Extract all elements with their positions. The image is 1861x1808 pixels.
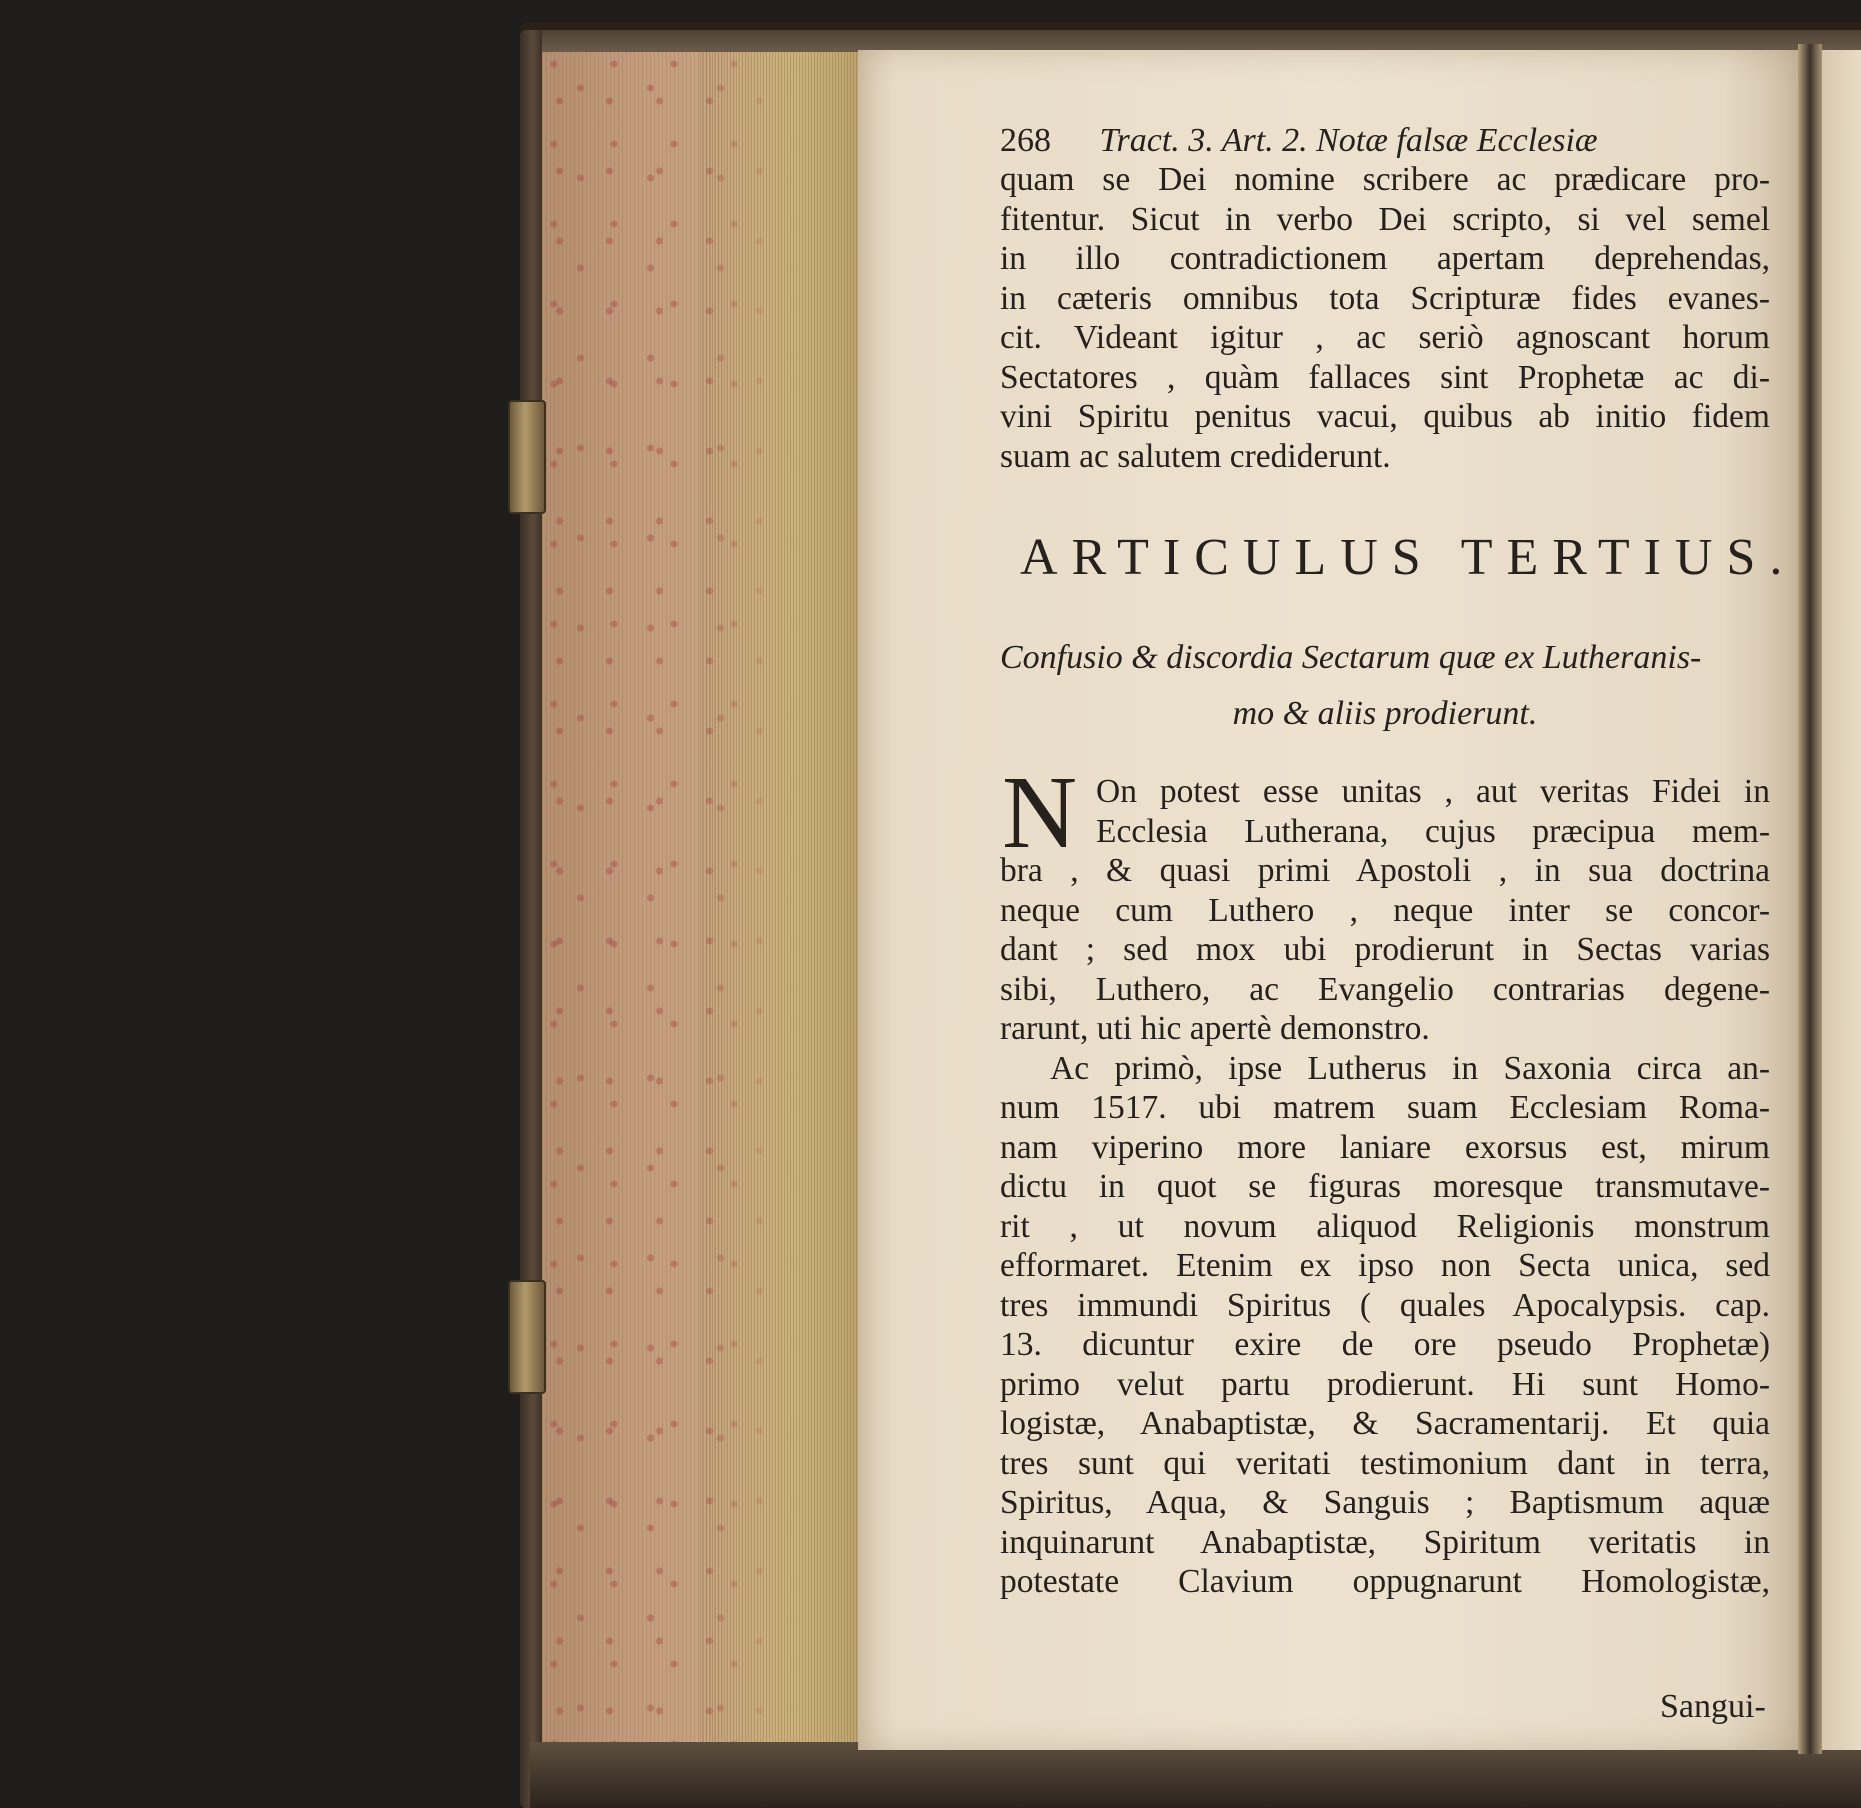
subheading-line: Confusio & discordia Sectarum quæ ex Lutheranis- xyxy=(1000,639,1702,676)
running-title: Tract. 3. Art. 2. Notæ falsæ Ecclesiæ xyxy=(1099,122,1598,159)
text-line: fitentur. Sicut in verbo Dei scripto, si vel semel xyxy=(1000,200,1770,238)
text-line: rarunt, uti hic apertè demonstro. xyxy=(1000,1010,1430,1047)
text-line: primo velut partu prodierunt. Hi sunt Homo- xyxy=(1000,1365,1770,1403)
text-line: in cæteris omnibus tota Scripturæ fides evanes- xyxy=(1000,279,1770,317)
clasp-upper-icon xyxy=(508,400,546,514)
text-line: num 1517. ubi matrem suam Ecclesiam Roma- xyxy=(1000,1089,1770,1126)
page-edges-gilt xyxy=(700,52,860,1742)
text-line: vini Spiritu penitus vacui, quibus ab initio fidem xyxy=(1000,398,1770,435)
page-gutter xyxy=(1798,44,1822,1754)
text-line: suam ac salutem crediderunt. xyxy=(1000,437,1391,475)
clasp-lower-icon xyxy=(508,1280,546,1394)
text-line: nam viperino more laniare exorsus est, mirum xyxy=(1000,1128,1770,1166)
text-line: 13. dicuntur exire de ore pseudo Prophetæ) xyxy=(1000,1326,1770,1363)
text-line: sibi, Luthero, ac Evangelio contrarias degene- xyxy=(1000,970,1770,1008)
text-line: tres sunt qui veritati testimonium dant in terra, xyxy=(1000,1444,1770,1482)
text-line: Sectatores , quàm fallaces sint Prophetæ ac di- xyxy=(1000,358,1770,396)
text-line: rit , ut novum aliquod Religionis monstrum xyxy=(1000,1207,1770,1245)
paragraph-top xyxy=(1000,160,1770,476)
catchword: Sangui- xyxy=(1660,1688,1766,1725)
article-heading: ARTICULUS TERTIUS. xyxy=(1020,529,1797,586)
text-line: bra , & quasi primi Apostoli , in sua doctrina xyxy=(1000,852,1770,889)
text-line: dant ; sed mox ubi prodierunt in Sectas varias xyxy=(1000,931,1770,968)
text-line: efformaret. Etenim ex ipso non Secta unica, sed xyxy=(1000,1247,1770,1284)
page-number: 268 xyxy=(1000,122,1051,159)
text-line: neque cum Luthero , neque inter se concor- xyxy=(1000,891,1770,929)
article-subheading xyxy=(1000,630,1770,742)
subheading-line: mo & aliis prodierunt. xyxy=(1232,695,1538,732)
drop-cap: N xyxy=(1002,755,1078,870)
text-line: On potest esse unitas , aut veritas Fidei in xyxy=(1096,773,1770,810)
book-bottom-edge xyxy=(530,1742,1861,1808)
paragraph-main xyxy=(1000,772,1770,1602)
text-line: in illo contradictionem apertam deprehendas, xyxy=(1000,240,1770,277)
running-head xyxy=(1000,122,1760,160)
text-line: potestate Clavium oppugnarunt Homologistæ, xyxy=(1000,1563,1770,1600)
book-spine-edge xyxy=(520,30,542,1808)
text-line: cit. Videant igitur , ac seriò agnoscant horum xyxy=(1000,319,1770,356)
text-line: Spiritus, Aqua, & Sanguis ; Baptismum aquæ xyxy=(1000,1484,1770,1521)
text-line: quam se Dei nomine scribere ac prædicare pro- xyxy=(1000,161,1770,198)
text-line: Ecclesia Lutherana, cujus præcipua mem- xyxy=(1096,812,1770,850)
text-line: logistæ, Anabaptistæ, & Sacramentarij. Et quia xyxy=(1000,1405,1770,1442)
facing-page-strip xyxy=(1822,50,1861,1750)
text-line: dictu in quot se figuras moresque transmutave- xyxy=(1000,1168,1770,1205)
text-line: Ac primò, ipse Lutherus in Saxonia circa an- xyxy=(1050,1049,1770,1087)
text-line: tres immundi Spiritus ( quales Apocalypsis. cap. xyxy=(1000,1286,1770,1324)
text-line: inquinarunt Anabaptistæ, Spiritum veritatis in xyxy=(1000,1523,1770,1561)
